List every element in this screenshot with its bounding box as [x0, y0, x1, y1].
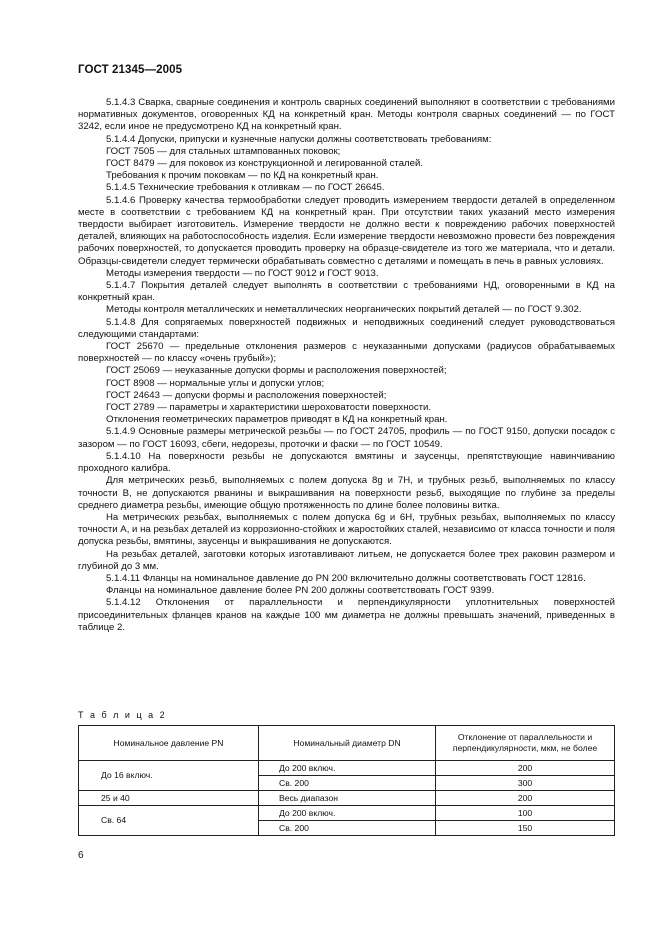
paragraph: 5.1.4.3 Сварка, сварные соединения и контроль сварных соединений выполняют в соответствии с требованиями нормативных документов, оговоренных КД на конкретный кран. Методы контроля сварных соединений — по ГОСТ 3242, если иное не предусмотрено КД на конкретный кран.	[78, 97, 615, 133]
deviation-table	[78, 725, 615, 836]
paragraph: 5.1.4.4 Допуски, припуски и кузнечные напуски должны соответствовать требованиям:	[106, 133, 492, 145]
table-row	[79, 791, 615, 806]
paragraph: На резьбах деталей, заготовки которых изготавливают литьем, не допускается более трех раковин размером и глубиной до 3 мм.	[78, 548, 615, 572]
paragraph: Методы измерения твердости — по ГОСТ 9012 и ГОСТ 9013.	[106, 267, 379, 279]
cell-pressure: До 16 включ.	[79, 761, 259, 791]
paragraph: 5.1.4.10 На поверхности резьбы не допускаются вмятины и заусенцы, препятствующие навинчиванию проходного калибра.	[78, 450, 615, 475]
table-label: Т а б л и ц а 2	[78, 710, 167, 720]
table-row	[79, 761, 615, 776]
body-text	[78, 97, 615, 634]
document-header: ГОСТ 21345—2005	[78, 64, 183, 76]
paragraph: 5.1.4.8 Для сопрягаемых поверхностей подвижных и неподвижных соединений следует руководствоваться следующими стандартами:	[78, 316, 615, 340]
paragraph: 5.1.4.5 Технические требования к отливкам — по ГОСТ 26645.	[106, 182, 385, 194]
paragraph: Методы контроля металлических и неметаллических неорганических покрытий деталей — по ГОСТ 9.302.	[106, 304, 582, 316]
cell-diameter: Св. 200	[259, 821, 436, 836]
table-row	[79, 806, 615, 821]
cell-deviation: 150	[436, 821, 615, 836]
paragraph: Фланцы на номинальное давление более PN 200 должны соответствовать ГОСТ 9399.	[106, 585, 495, 597]
table-header-row	[79, 726, 615, 761]
paragraph: ГОСТ 8479 — для поковок из конструкционной и легированной сталей.	[106, 158, 424, 170]
header-cell-deviation: Отклонение от параллельности и перпендикулярности, мкм, не более	[436, 726, 615, 761]
paragraph: 5.1.4.7 Покрытия деталей следует выполнять в соответствии с требованиями НД, оговоренными в КД на конкретный кран.	[78, 280, 615, 304]
cell-diameter: До 200 включ.	[259, 761, 436, 776]
paragraph: 5.1.4.6 Проверку качества термообработки следует проводить измерением твердости деталей в определенном месте в соответствии с требованием КД на конкретный кран. При отсутствии таких указаний место измерения твердости выбирает изготовитель. Измерение твердости не должно вести к повреждению рабочих поверхностей деталей, влияющих на работоспособность изделия. Если измерение твердости невозможно провести без повреждения рабочих поверхностей, то допускается проводить проверку на образце-свидетеле из того же материала, что и детали. Образцы-свидетели следует термически обрабатывать совместно с деталями и помещать в печь в равных условиях.	[78, 194, 615, 267]
cell-deviation: 100	[436, 806, 615, 821]
header-cell-diameter: Номинальный диаметр DN	[259, 726, 436, 761]
paragraph: ГОСТ 8908 — нормальные углы и допуски углов;	[106, 377, 325, 389]
paragraph: ГОСТ 24643 — допуски формы и расположения поверхностей;	[106, 389, 387, 401]
paragraph: На метрических резьбах, выполняемых с полем допуска 6g и 6H, трубных резьбах, выполняемых по классу точности А, и на резьбах деталей из коррозионно-стойких и жаростойких сталей, независимо от класса точности и поля допуска резьбы, вмятины, заусенцы и выкрашивания не допускаются.	[78, 511, 615, 548]
page-number: 6	[78, 850, 84, 861]
paragraph: ГОСТ 2789 — параметры и характеристики шероховатости поверхности.	[106, 402, 432, 414]
cell-diameter: Св. 200	[259, 776, 436, 791]
cell-deviation: 200	[436, 761, 615, 776]
paragraph: ГОСТ 7505 — для стальных штампованных поковок;	[106, 145, 341, 157]
paragraph: 5.1.4.11 Фланцы на номинальное давление до PN 200 включительно должны соответствовать ГОСТ 12816.	[106, 572, 586, 584]
cell-deviation: 200	[436, 791, 615, 806]
cell-diameter: Весь диапазон	[259, 791, 436, 806]
cell-diameter: До 200 включ.	[259, 806, 436, 821]
paragraph: 5.1.4.12 Отклонения от параллельности и перпендикулярности уплотнительных поверхностей присоединительных фланцев кранов на каждые 100 мм диаметра не должны превышать значений, приведенных в таблице 2.	[78, 597, 615, 633]
cell-deviation: 300	[436, 776, 615, 791]
paragraph: ГОСТ 25069 — неуказанные допуски формы и расположения поверхностей;	[106, 365, 447, 377]
cell-pressure: 25 и 40	[79, 791, 259, 806]
paragraph: Отклонения геометрических параметров приводят в КД на конкретный кран.	[106, 414, 448, 426]
paragraph: Для метрических резьб, выполняемых с полем допуска 8g и 7H, и трубных резьб, выполняемых по классу точности В, не допускаются рванины и выкрашивания на поверхности резьб, выходящие по глубине за пределы среднего диаметра резьбы, имеющие общую протяженность по длине более половины витка.	[78, 475, 615, 511]
paragraph: ГОСТ 25670 — предельные отклонения размеров с неуказанными допусками (радиусов обрабатываемых поверхностей — по классу «очень грубый»);	[78, 341, 615, 365]
header-cell-pressure: Номинальное давление PN	[79, 726, 259, 761]
paragraph: Требования к прочим поковкам — по КД на конкретный кран.	[106, 170, 379, 182]
cell-pressure: Св. 64	[79, 806, 259, 836]
paragraph: 5.1.4.9 Основные размеры метрической резьбы — по ГОСТ 24705, профиль — по ГОСТ 9150, допуски посадок с зазором — по ГОСТ 16093, сбеги, недорезы, проточки и фаски — по ГОСТ 10549.	[78, 426, 615, 450]
